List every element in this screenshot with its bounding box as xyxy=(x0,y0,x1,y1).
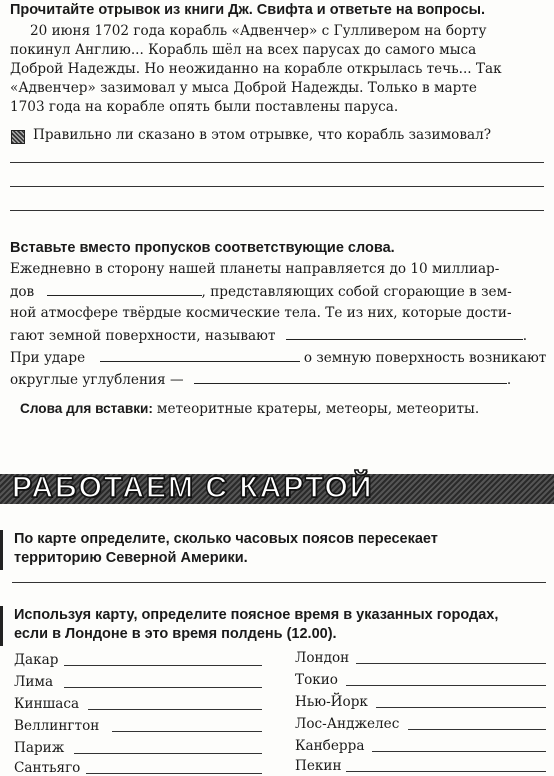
city-left-1-line[interactable] xyxy=(64,665,262,666)
answer-line-1[interactable] xyxy=(10,162,544,163)
blank-1[interactable] xyxy=(47,283,202,296)
fill-line-5-end: о земную поверхность возникают xyxy=(303,350,547,366)
city-right-3: Нью-Йорк xyxy=(295,694,368,710)
city-left-4-line[interactable] xyxy=(112,731,262,732)
city-left-1: Дакар xyxy=(14,652,59,668)
city-left-3: Киншаса xyxy=(14,696,80,712)
passage-line-2: покинул Англию... Корабль шёл на всех парусах до самого мыса xyxy=(10,42,477,58)
city-left-6: Сантьяго xyxy=(14,760,81,776)
passage-line-1: 20 июня 1702 года корабль «Адвенчер» с Гулливером на борту xyxy=(30,23,487,39)
task4-line-2: если в Лондоне в это время полдень (12.00). xyxy=(14,626,337,642)
words-label: Слова для вставки: xyxy=(20,401,153,416)
city-right-4-line[interactable] xyxy=(408,729,546,730)
city-left-2: Лима xyxy=(14,674,54,690)
fill-line-4 xyxy=(10,327,527,344)
city-right-1-line[interactable] xyxy=(356,663,546,664)
answer-line-2[interactable] xyxy=(10,186,544,187)
city-left-2-line[interactable] xyxy=(64,687,262,688)
task3-marker xyxy=(0,530,3,570)
task-marker-icon xyxy=(11,130,25,144)
fill-line-4-dot: . xyxy=(522,328,528,344)
city-right-4: Лос-Анджелес xyxy=(295,716,400,732)
city-right-2-line[interactable] xyxy=(346,685,546,686)
city-right-6: Пекин xyxy=(295,758,342,774)
task1-heading: Прочитайте отрывок из книги Дж. Свифта и ответьте на вопросы. xyxy=(10,2,486,18)
blank-3[interactable] xyxy=(100,349,300,362)
task4-line-1: Используя карту, определите поясное время в указанных городах, xyxy=(14,607,499,623)
city-left-6-line[interactable] xyxy=(86,773,262,774)
fill-line-6-dot: . xyxy=(506,372,512,388)
fill-line-3: ной атмосфере твёрдые космические тела. Те из них, которые дости- xyxy=(10,305,512,321)
city-left-5: Париж xyxy=(14,740,65,756)
city-right-6-line[interactable] xyxy=(346,771,546,772)
answer-line-3[interactable] xyxy=(10,210,544,211)
fill-line-2-end: , представляющих собой сгорающие в зем- xyxy=(201,284,512,300)
fill-line-6 xyxy=(10,371,511,388)
city-right-5-line[interactable] xyxy=(372,751,546,752)
fill-line-5 xyxy=(10,349,546,366)
task3-answer-line[interactable] xyxy=(12,582,546,583)
city-left-4: Веллингтон xyxy=(14,718,100,734)
fill-line-4-start: гают земной поверхности, называют xyxy=(10,328,276,344)
words-list: метеоритные кратеры, метеоры, метеориты. xyxy=(156,401,480,417)
task3-line-2: территорию Северной Америки. xyxy=(14,550,248,566)
city-right-5: Канберра xyxy=(295,738,365,754)
city-right-2: Токио xyxy=(295,672,338,688)
passage-line-5: 1703 года на корабле опять были поставлены паруса. xyxy=(10,99,399,115)
fill-line-5-start: При ударе xyxy=(10,350,86,366)
city-right-3-line[interactable] xyxy=(376,707,546,708)
blank-2[interactable] xyxy=(286,327,523,340)
task4-marker xyxy=(0,606,3,646)
city-right-1: Лондон xyxy=(295,650,350,666)
fill-line-1: Ежедневно в сторону нашей планеты направляется до 10 миллиар- xyxy=(10,261,500,277)
fill-line-2-start: дов xyxy=(10,284,35,300)
fill-line-6-start: округлые углубления — xyxy=(10,372,184,388)
words-to-insert xyxy=(20,400,479,418)
task3-line-1: По карте определите, сколько часовых поясов пересекает xyxy=(14,531,438,547)
fill-line-2 xyxy=(10,283,512,300)
question-text: Правильно ли сказано в этом отрывке, что корабль зазимовал? xyxy=(33,127,492,143)
city-left-3-line[interactable] xyxy=(88,709,262,710)
city-left-5-line[interactable] xyxy=(74,753,262,754)
passage-line-3: Доброй Надежды. Но неожиданно на корабле открылась течь... Так xyxy=(10,61,502,77)
section-banner-title: РАБОТАЕМ С КАРТОЙ xyxy=(12,471,374,504)
task2-heading: Вставьте вместо пропусков соответствующие слова. xyxy=(10,240,395,256)
blank-4[interactable] xyxy=(194,371,507,384)
passage-line-4: «Адвенчер» зазимовал у мыса Доброй Надежды. Только в марте xyxy=(10,80,477,96)
